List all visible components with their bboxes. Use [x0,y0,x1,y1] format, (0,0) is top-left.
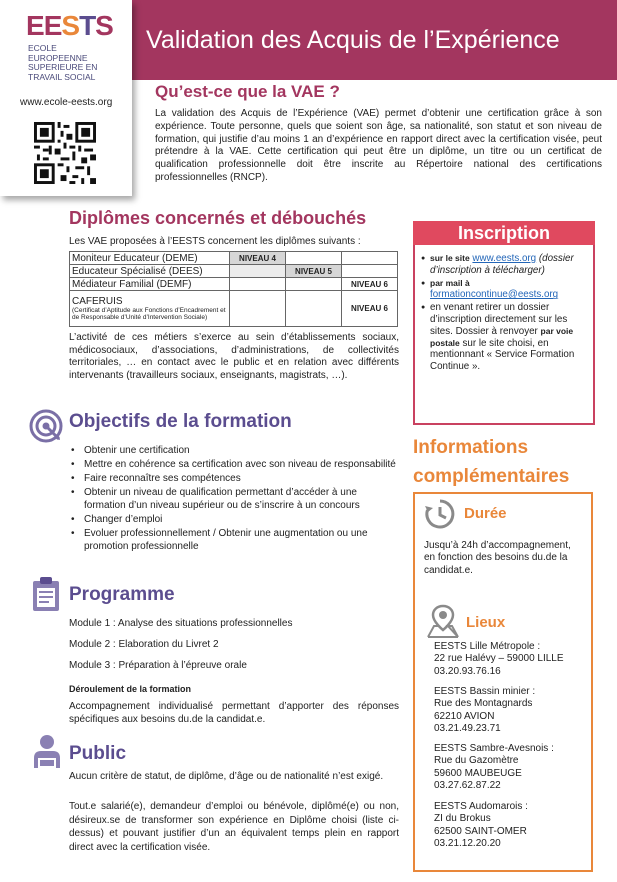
logo-subtitle: ECOLE EUROPEENNE SUPERIEURE EN TRAVAIL SOCIAL [28,43,98,82]
list-item: • Changer d’emploi [69,514,399,527]
level-badge: NIVEAU 4 [230,252,286,265]
lieu-item: EESTS Audomarois : ZI du Brokus 62500 SAINT-OMER 03.21.12.20.20 [434,801,528,849]
lieu-item: EESTS Lille Métropole : 22 rue Halévy – 59000 LILLE 03.20.93.76.16 [434,641,564,677]
list-item: ● sur le site www.eests.org (dossier d’inscription à télécharger) [421,253,589,277]
table-row [70,278,398,291]
table-row [70,265,398,278]
clipboard-icon [30,576,62,612]
programme-heading: Programme [69,584,175,605]
eests-logo: EESTS [26,10,113,41]
lieu-item: EESTS Bassin minier : Rue des Montagnards 62210 AVION 03.21.49.23.71 [434,686,536,734]
map-pin-icon [426,604,460,638]
website-url[interactable]: www.ecole-eests.org [20,97,113,108]
page-title: Validation des Acquis de l’Expérience [146,26,560,54]
deroulement-heading: Déroulement de la formation [69,684,192,694]
duree-text: Jusqu’à 24h d’accompagnement, en fonction des besoins du.de la candidat.e. [424,540,571,576]
infos-heading: Informations complémentaires [413,437,570,487]
diplomes-text: L’activité de ces métiers s’exerce au sein d’établissements sociaux, médicosociaux, d’associations, d’administrations, de collectivités territoriales, … en contact avec le public et en relation avec différents intervenants (travailleurs sociaux, enseignants, magistrats, …). [69,332,399,381]
level-badge: NIVEAU 6 [342,278,398,291]
public-heading: Public [69,743,127,764]
list-item: • Mettre en cohérence sa certification avec son niveau de responsabilité [69,459,399,472]
lieu-item: EESTS Sambre-Avesnois : Rue du Gazomètre 59600 MAUBEUGE 03.27.62.87.22 [434,743,554,791]
list-item: • Obtenir un niveau de qualification permettant d’accéder à une formation d’un niveau supérieur ou de s’inscrire à un concours [69,487,399,512]
duree-heading: Durée [464,505,507,522]
module-item: Module 2 : Elaboration du Livret 2 [69,639,219,650]
inscription-heading: Inscription [413,221,595,245]
clock-icon [424,498,456,530]
diplomes-heading: Diplômes concernés et débouchés [69,208,367,228]
diplome-subtitle: (Certificat d’Aptitude aux Fonctions d’Encadrement et de Responsable d’Unité d’Intervention Sociale) [72,307,226,321]
level-badge: NIVEAU 6 [342,291,398,327]
level-badge: NIVEAU 5 [286,265,342,278]
inscription-list [421,253,589,374]
diplome-name: Moniteur Educateur (DEME) [70,252,230,265]
public-text-1: Aucun critère de statut, de diplôme, d’âge ou de nationalité n’est exigé. [69,771,384,782]
vae-heading: Qu’est-ce que la VAE ? [155,82,340,101]
logo-card [0,0,132,196]
diplome-name: Educateur Spécialisé (DEES) [70,265,230,278]
email-link[interactable]: formationcontinue@eests.org [430,289,559,301]
objectifs-list [69,445,399,555]
list-item: • Evoluer professionnellement / Obtenir une augmentation ou une promotion professionnelle [69,528,399,553]
list-item: ● par mail à formationcontinue@eests.org [421,278,589,302]
objectifs-heading: Objectifs de la formation [69,411,292,432]
list-item: • Faire reconnaître ses compétences [69,473,399,486]
diplome-name: Médiateur Familial (DEMF) [70,278,230,291]
module-item: Module 1 : Analyse des situations professionnelles [69,618,293,629]
qr-code-icon[interactable] [34,122,96,184]
lieux-heading: Lieux [466,614,506,631]
person-icon [32,734,62,768]
target-icon [28,408,64,444]
diplomes-table [69,251,398,327]
website-link[interactable]: www.eests.org [472,253,537,264]
diplome-name: CAFERUIS (Certificat d’Aptitude aux Fonctions d’Encadrement et de Responsable d’Unité d’Intervention Sociale) [70,291,230,327]
module-item: Module 3 : Préparation à l’épreuve orale [69,660,247,671]
deroulement-text: Accompagnement individualisé permettant d’apporter des réponses spécifiques aux besoins du.de la candidat.e. [69,701,399,725]
vae-text: La validation des Acquis de l’Expérience (VAE) permet d’obtenir une certification grâce à son expérience. Toute personne, quels que soient son âge, sa nationalité, son statut et son niveau de formation, qui justifie d’au moins 1 an d’expérience en rapport direct avec la certification visée, peut prétendre à la VAE. Cette certification qui peut être un diplôme, un titre ou un certificat de qualification professionnelle doit être inscrite au Répertoire national des certifications professionnelles (RNCP). [155,108,602,183]
list-item: • Obtenir une certification [69,445,399,458]
list-item: ● en venant retirer un dossier d’inscription directement sur les sites. Dossier à renvoyer par voie postale sur le site choisi, en mentionnant « Service Formation Continue ». [421,302,589,373]
table-row [70,252,398,265]
diplomes-intro: Les VAE proposées à l’EESTS concernent les diplômes suivants : [69,236,361,247]
public-text-2: Tout.e salarié(e), demandeur d’emploi ou bénévole, diplômé(e) ou non, désireux.se de transformer son expérience en Diplôme choisi (liste ci-dessus) et pouvant justifier d’un an équivalent temps plein en rapport direct avec la certification visée. [69,801,399,853]
table-row [70,291,398,327]
